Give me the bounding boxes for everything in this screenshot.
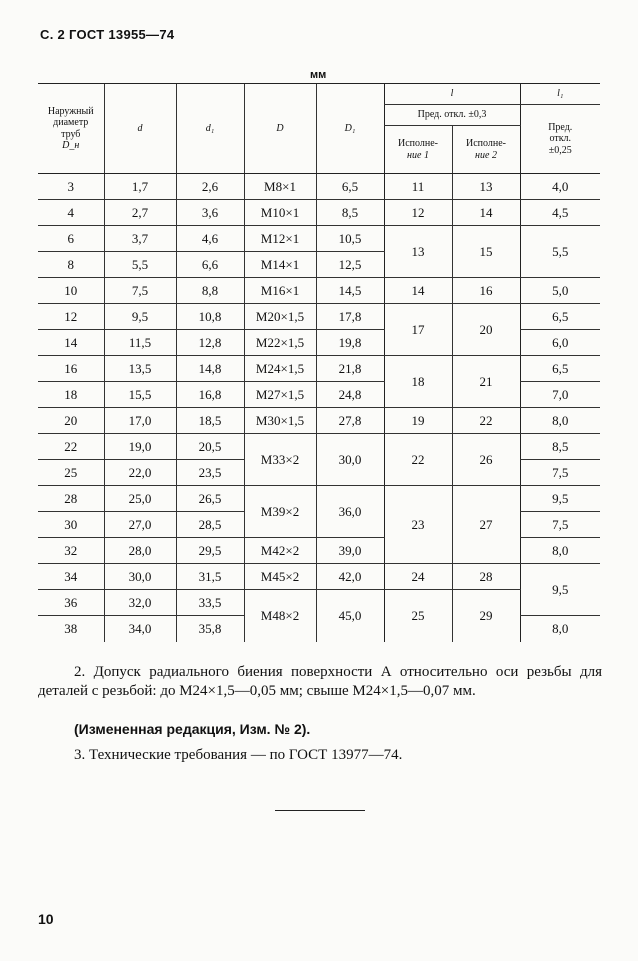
table-row: 3 1,7 2,6 M8×1 6,5 11 13 4,0	[38, 174, 600, 200]
closing-rule	[275, 810, 365, 811]
table-row: 18 15,5 16,8 M27×1,5 24,8 7,0	[38, 382, 600, 408]
header-l-tolerance: Пред. откл. ±0,3	[384, 105, 520, 126]
header-d: d	[104, 84, 176, 174]
table-row: 10 7,5 8,8 M16×1 14,5 14 16 5,0	[38, 278, 600, 304]
header-l: l	[384, 84, 520, 105]
unit-label: мм	[310, 69, 327, 81]
table-row: 8 5,5 6,6 M14×1 12,5	[38, 252, 600, 278]
table-row: 20 17,0 18,5 M30×1,5 27,8 19 22 8,0	[38, 408, 600, 434]
table-row: 34 30,0 31,5 M45×2 42,0 24 28 9,5	[38, 564, 600, 590]
note-technical-requirements: 3. Технические требования — по ГОСТ 13977—74.	[74, 747, 403, 763]
table-row: 30 27,0 28,5 7,5	[38, 512, 600, 538]
table-row: 38 34,0 35,8 8,0	[38, 616, 600, 642]
table-row: 14 11,5 12,8 M22×1,5 19,8 6,0	[38, 330, 600, 356]
note-radial-runout: 2. Допуск радиального биения поверхности А относительно оси резьбы для деталей с резьбой: до М24×1,5—0,05 мм; свыше М24×1,5—0,07 мм.	[38, 664, 602, 699]
table-row: 16 13,5 14,8 M24×1,5 21,8 18 21 6,5	[38, 356, 600, 382]
note-revision: (Измененная редакция, Изм. № 2).	[74, 721, 311, 737]
table-row: 28 25,0 26,5 M39×2 36,0 23 27 9,5	[38, 486, 600, 512]
table-row: 32 28,0 29,5 M42×2 39,0 8,0	[38, 538, 600, 564]
page-header: С. 2 ГОСТ 13955—74	[40, 27, 175, 42]
header-l1: l₁	[520, 84, 600, 105]
table-row: 4 2,7 3,6 M10×1 8,5 12 14 4,5	[38, 200, 600, 226]
dimensions-table	[38, 83, 600, 642]
header-d1: d₁	[176, 84, 244, 174]
header-D: D	[244, 84, 316, 174]
header-version-1: Исполне- ние 1	[384, 126, 452, 174]
header-l1-tolerance: Пред. откл. ±0,25	[520, 105, 600, 174]
table-row: 25 22,0 23,5 7,5	[38, 460, 600, 486]
table-row: 22 19,0 20,5 M33×2 30,0 22 26 8,5	[38, 434, 600, 460]
table-row: 12 9,5 10,8 M20×1,5 17,8 17 20 6,5	[38, 304, 600, 330]
page-number: 10	[38, 911, 54, 927]
table-row: 36 32,0 33,5 M48×2 45,0 25 29	[38, 590, 600, 616]
header-version-2: Исполне- ние 2	[452, 126, 520, 174]
header-outer-diameter: Наружный диаметр труб D_н	[38, 84, 104, 174]
table-row: 6 3,7 4,6 M12×1 10,5 13 15 5,5	[38, 226, 600, 252]
header-D1: D₁	[316, 84, 384, 174]
